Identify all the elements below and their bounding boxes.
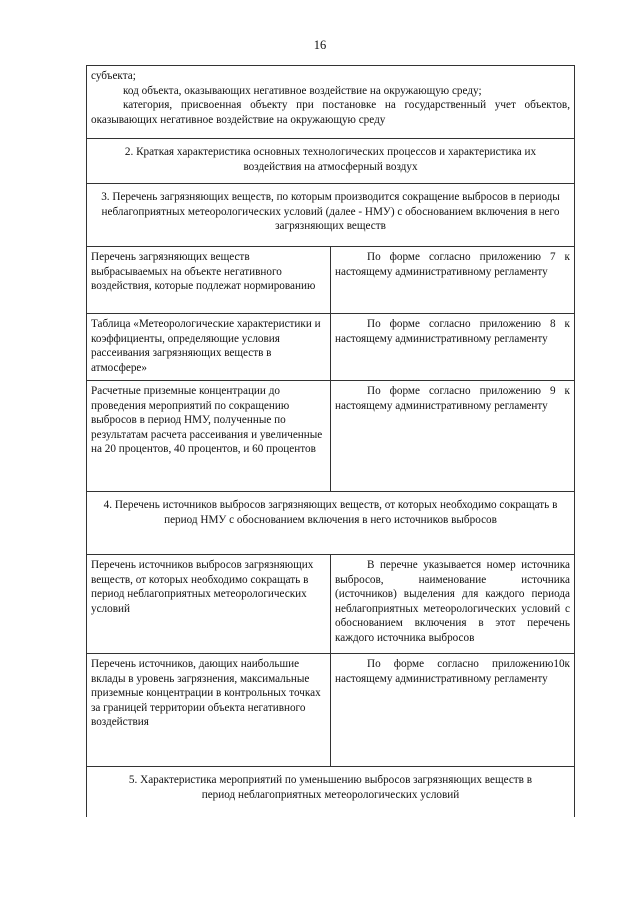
row-label: Расчетные приземные концентрации до проведения мероприятий по сокращению выбросов в период НМУ, полученные по результатам расчета рассеивания и увеличенные на 20 процентов, 40 процентов, и 60 процентов xyxy=(87,381,331,492)
section-3-title: 3. Перечень загрязняющих веществ, по которым производится сокращение выбросов в периоды неблагоприятных метеорологических условий (далее - НМУ) с обоснованием включения в него загрязняющих веществ xyxy=(87,184,575,247)
page-number: 16 xyxy=(313,38,327,52)
table-row xyxy=(87,247,575,314)
section-5-title: 5. Характеристика мероприятий по уменьшению выбросов загрязняющих веществ в период неблагоприятных метеорологических условий xyxy=(87,767,575,818)
row-value: По форме согласно приложению 7 к настоящему административному регламенту xyxy=(331,247,575,314)
intro-line-3: категория, присвоенная объекту при постановке на государственный учет объектов, оказывающих негативное воздействие на окружающую среду xyxy=(91,99,570,126)
intro-line-2: код объекта, оказывающих негативное воздействие на окружающую среду; xyxy=(123,84,482,97)
document-table xyxy=(86,65,575,817)
section-4-row xyxy=(87,492,575,555)
section-2-title: 2. Краткая характеристика основных технологических процессов и характеристика их воздействия на атмосферный воздух xyxy=(87,139,575,184)
table-row xyxy=(87,654,575,767)
section-2-row xyxy=(87,139,575,184)
row-label: Перечень источников, дающих наибольшие вклады в уровень загрязнения, максимальные приземные концентрации в контрольных точках за границей территории объекта негативного воздействия xyxy=(87,654,331,767)
row-label: Перечень загрязняющих веществ выбрасываемых на объекте негативного воздействия, которые подлежат нормированию xyxy=(87,247,331,314)
table-row xyxy=(87,314,575,381)
section-4-title: 4. Перечень источников выбросов загрязняющих веществ, от которых необходимо сокращать в период НМУ с обоснованием включения в него источников выбросов xyxy=(87,492,575,555)
table-row xyxy=(87,381,575,492)
section-5-row xyxy=(87,767,575,818)
row-label: Перечень источников выбросов загрязняющих веществ, от которых необходимо сокращать в период неблагоприятных метеорологических условий xyxy=(87,555,331,654)
intro-line-1: субъекта; xyxy=(91,70,136,82)
table-row xyxy=(87,555,575,654)
row-value: По форме согласно приложению 8 к настоящему административному регламенту xyxy=(331,314,575,381)
intro-row xyxy=(87,66,575,139)
row-value: По форме согласно приложению 9 к настоящему административному регламенту xyxy=(331,381,575,492)
intro-cell xyxy=(87,66,575,139)
row-value: В перечне указывается номер источника выбросов, наименование источника (источников) выделения для каждого периода неблагоприятных метеорологических условий с обоснованием включения в этот перечень каждого источника выбросов xyxy=(331,555,575,654)
section-3-row xyxy=(87,184,575,247)
row-value: По форме согласно приложению10к настоящему административному регламенту xyxy=(331,654,575,767)
row-label: Таблица «Метеорологические характеристики и коэффициенты, определяющие условия рассеивания загрязняющих веществ в атмосфере» xyxy=(87,314,331,381)
